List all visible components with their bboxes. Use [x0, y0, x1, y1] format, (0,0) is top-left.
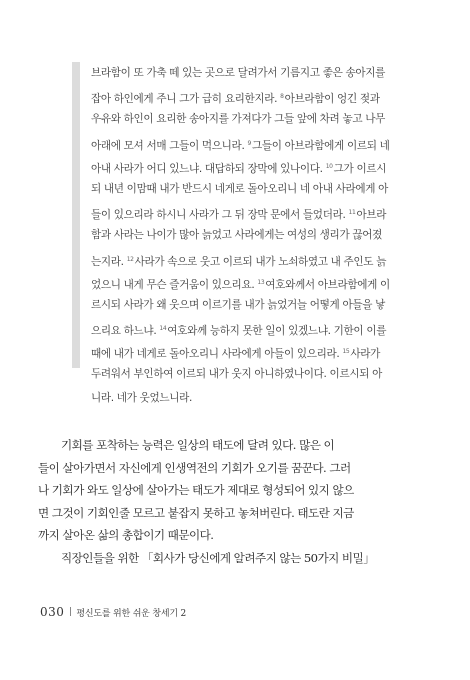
page-footer — [40, 601, 186, 620]
quote-line — [91, 85, 412, 108]
quote-text: 두려워서 부인하여 이르되 내가 웃지 아니하였나이다. 이르시되 아 — [91, 368, 382, 381]
body-line: 나 기회가 와도 일상에 살아가는 태도가 제대로 형성되어 있지 않으 — [38, 483, 354, 498]
verse-number: 15 — [342, 348, 350, 356]
quote-text: 아브라 — [356, 209, 387, 222]
quote-text: 때에 내가 네게로 돌아오리니 사라에게 아들이 있으리라. — [91, 348, 343, 361]
quote-line — [91, 62, 412, 85]
quote-text: 사라가 — [350, 348, 381, 361]
quote-text: 니라. 네가 웃었느니라. — [91, 391, 193, 404]
book-title: 평신도를 위한 쉬운 창세기 2 — [76, 609, 187, 619]
quote-text: 사라가 속으로 웃고 이르되 내가 노쇠하였고 내 주인도 늙 — [134, 255, 387, 268]
page-number: 030 — [40, 605, 65, 619]
quote-text: 르시되 사라가 왜 웃으며 이르기를 내가 늙었거늘 어떻게 아들을 낳 — [91, 298, 386, 311]
quote-text: 우유와 하인이 요리한 송아지를 가져다가 그들 앞에 차려 놓고 나무 — [91, 113, 386, 126]
verse-number: 13 — [257, 278, 265, 286]
body-line: 들이 살아가면서 자신에게 인생역전의 기회가 오기를 꿈꾼다. 그러 — [38, 460, 351, 475]
quote-line — [91, 132, 412, 155]
verse-number: 14 — [159, 325, 167, 333]
quote-text: 그가 이르시 — [333, 162, 387, 175]
quote-line — [91, 108, 412, 131]
verse-number: 10 — [325, 162, 333, 170]
quote-text: 되 내년 이맘때 내가 반드시 네게로 돌아오리니 네 아내 사라에게 아 — [91, 182, 389, 195]
quote-line — [91, 387, 412, 410]
verse-number: 12 — [126, 255, 134, 263]
footer-divider — [70, 607, 71, 616]
verse-number: 8 — [280, 93, 284, 101]
quote-text: 여호와께 능하지 못한 일이 있겠느냐. 기한이 이를 — [167, 325, 387, 338]
quote-text: 여호와께서 아브라함에게 이 — [265, 278, 390, 291]
quote-text: 으리요 하느냐. — [91, 325, 160, 338]
body-line: 면 그것이 기회인줄 모르고 붙잡지 못하고 놓쳐버린다. 태도란 지금 — [38, 505, 354, 520]
body-line: 직장인들을 위한 「회사가 당신에게 알려주지 않는 50가지 비밀」 — [61, 550, 375, 565]
quote-line — [91, 224, 412, 247]
quote-line — [91, 155, 412, 178]
quote-line — [91, 317, 412, 340]
quote-text: 브라함이 또 가축 떼 있는 곳으로 달려가서 기름지고 좋은 송아지를 — [91, 67, 386, 79]
quote-line — [91, 248, 412, 271]
quote-line — [91, 178, 412, 201]
quote-text: 들이 있으리라 하시니 사라가 그 뒤 장막 문에서 들었더라. — [91, 209, 349, 222]
quote-text: 아래에 모셔 서매 그들이 먹으니라. — [91, 139, 248, 152]
body-text — [38, 434, 434, 570]
quote-line — [91, 363, 412, 386]
verse-number: 11 — [348, 209, 356, 217]
quote-text: 잡아 하인에게 주니 그가 급히 요리한지라. — [91, 93, 281, 106]
quote-text: 는지라. — [91, 255, 127, 268]
body-line: 기회를 포착하는 능력은 일상의 태도에 달려 있다. 많은 이 — [61, 438, 335, 452]
quote-text: 아브라함이 엉긴 젖과 — [284, 93, 380, 106]
quote-line — [91, 340, 412, 363]
body-line: 까지 살아온 삶의 총합이기 때문이다. — [38, 528, 214, 543]
quote-text: 었으니 내게 무슨 즐거움이 있으리요. — [91, 278, 258, 291]
quote-line — [91, 294, 412, 317]
quote-line — [91, 271, 412, 294]
scripture-quote-block — [72, 62, 412, 404]
verse-number: 9 — [247, 139, 251, 147]
quote-line — [91, 201, 412, 224]
quote-text: 그들이 아브라함에게 이르되 네 — [251, 139, 390, 152]
quote-text: 함과 사라는 나이가 많아 늙었고 사라에게는 여성의 생리가 끊어졌 — [91, 229, 382, 242]
quote-text: 아내 사라가 어디 있느냐. 대답하되 장막에 있나이다. — [91, 162, 326, 175]
